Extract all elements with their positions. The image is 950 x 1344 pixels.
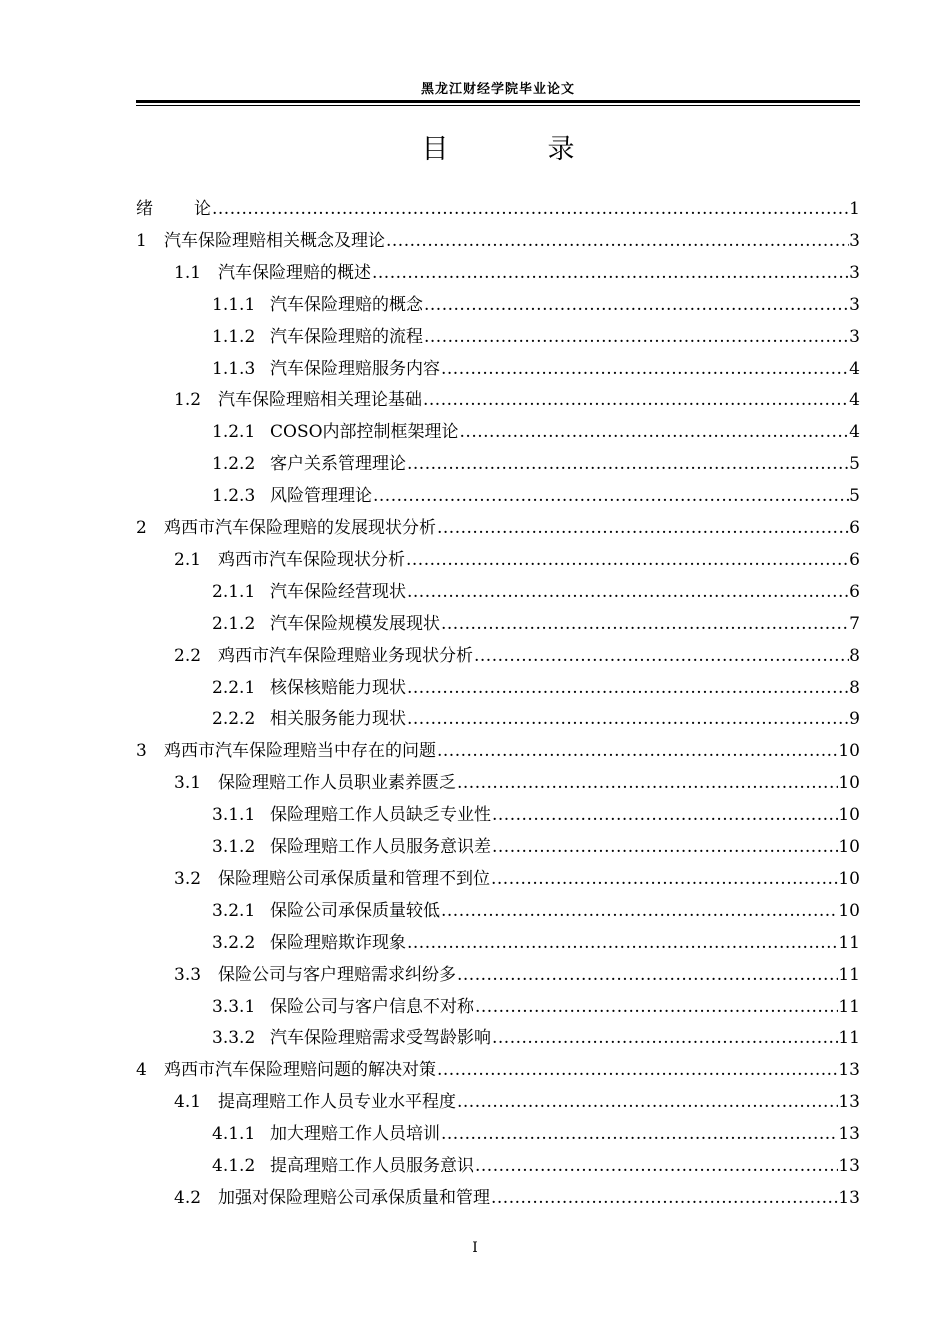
toc-entry-page: 10 <box>838 868 860 889</box>
toc-entry-label: 提高理赔工作人员服务意识 <box>270 1156 474 1176</box>
toc-entry-label: 汽车保险经营现状 <box>270 581 406 602</box>
toc-entry-label: 汽车保险理赔的概念 <box>270 294 423 315</box>
toc-entry-number: 1.1.2 <box>212 326 256 347</box>
toc-entry[interactable] <box>0 635 950 667</box>
toc-leader-dots <box>441 1123 838 1145</box>
toc-entry-page: 9 <box>849 709 860 730</box>
toc-entry-label: 鸡西市汽车保险理赔当中存在的问题 <box>164 741 436 762</box>
toc-leader-dots <box>492 836 838 858</box>
toc-leader-dots <box>491 868 838 890</box>
toc-leader-dots <box>437 1059 838 1081</box>
toc-leader-dots <box>407 677 849 699</box>
toc-leader-dots <box>407 708 849 730</box>
toc-entry-label: 保险理赔工作人员缺乏专业性 <box>270 805 491 826</box>
toc-entry-number: 3.1.1 <box>212 805 256 826</box>
toc-entry-page: 3 <box>849 230 860 251</box>
toc-entry-label: 保险理赔公司承保质量和管理不到位 <box>218 868 490 889</box>
toc-entry[interactable] <box>0 284 950 316</box>
toc-leader-dots <box>475 996 838 1018</box>
toc-entry-page: 3 <box>849 294 860 315</box>
toc-leader-dots <box>475 1155 838 1177</box>
toc-entry-number: 1.1 <box>174 262 202 283</box>
toc-entry-number: 4.1 <box>174 1092 202 1113</box>
toc-entry-page: 11 <box>838 996 860 1017</box>
toc-entry[interactable] <box>0 220 950 252</box>
toc-entry-number: 3.1.2 <box>212 837 256 857</box>
toc-entry-page: 1 <box>849 199 860 219</box>
toc-entry[interactable] <box>0 507 950 539</box>
toc-entry-label: 风险管理理论 <box>270 486 372 507</box>
toc-entry-page: 4 <box>849 358 860 379</box>
toc-entry-page: 11 <box>838 964 860 985</box>
toc-leader-dots <box>492 1027 838 1049</box>
toc-entry[interactable] <box>0 858 950 890</box>
toc-entry-number: 2.1.2 <box>212 613 256 634</box>
toc-leader-dots <box>373 485 849 507</box>
toc-entry[interactable] <box>0 379 950 411</box>
toc-entry-page: 11 <box>838 1028 860 1049</box>
toc-leader-dots <box>441 358 849 380</box>
toc-entry-page: 10 <box>838 805 860 826</box>
toc-entry-label: 加强对保险理赔公司承保质量和管理 <box>218 1187 490 1208</box>
toc-entry-number: 1.2.3 <box>212 486 256 507</box>
toc-entry-label: 鸡西市汽车保险理赔的发展现状分析 <box>164 518 436 538</box>
toc-entry-page: 3 <box>849 262 860 283</box>
toc-entry-label: 鸡西市汽车保险理赔业务现状分析 <box>218 645 473 666</box>
toc-entry-label: 提高理赔工作人员专业水平程度 <box>218 1092 456 1113</box>
toc-entry-number: 2.2 <box>174 645 202 666</box>
toc-entry-page: 13 <box>838 1060 860 1081</box>
toc-entry-label: 鸡西市汽车保险现状分析 <box>218 549 405 570</box>
toc-entry-number: 1.2.1 <box>212 422 256 443</box>
toc-entry-number: 1.1.3 <box>212 358 256 379</box>
toc-entry-label: 加大理赔工作人员培训 <box>270 1124 440 1145</box>
toc-entry-number: 4.1.2 <box>212 1156 256 1176</box>
toc-entry-page: 3 <box>849 326 860 347</box>
toc-leader-dots <box>407 932 838 954</box>
toc-entry[interactable] <box>0 316 950 348</box>
toc-entry-label: 保险公司与客户理赔需求纠纷多 <box>218 964 456 985</box>
toc-entry-label: COSO内部控制框架理论 <box>270 422 459 443</box>
toc-leader-dots <box>441 613 849 635</box>
toc-leader-dots <box>424 294 849 316</box>
toc-entry[interactable] <box>0 794 950 826</box>
toc-entry[interactable] <box>0 1113 950 1145</box>
toc-entry[interactable] <box>0 826 950 858</box>
toc-entry-number: 1.2 <box>174 390 202 411</box>
toc-entry[interactable] <box>0 188 950 220</box>
toc-entry-page: 8 <box>849 677 860 698</box>
toc-entry[interactable] <box>0 730 950 762</box>
toc-entry-label: 论 <box>194 199 211 219</box>
toc-entry[interactable] <box>0 698 950 730</box>
header-rule-thin <box>136 105 860 106</box>
toc-leader-dots <box>406 549 849 571</box>
toc-entry-page: 10 <box>838 773 860 794</box>
toc-entry-number: 3.3 <box>174 964 202 985</box>
toc-entry[interactable] <box>0 890 950 922</box>
toc-entry-page: 6 <box>849 518 860 538</box>
toc-entry[interactable] <box>0 1049 950 1081</box>
toc-entry-label: 保险理赔工作人员服务意识差 <box>270 837 491 857</box>
toc-leader-dots <box>437 740 838 762</box>
toc-entry-number: 3.2.2 <box>212 932 256 953</box>
toc-leader-dots <box>437 517 849 539</box>
toc-title: 目 录 <box>421 134 611 165</box>
toc-leader-dots <box>457 1091 838 1113</box>
toc-leader-dots <box>423 389 849 411</box>
toc-entry[interactable] <box>0 1081 950 1113</box>
toc-entry-number: 4.2 <box>174 1187 202 1208</box>
toc-entry-label: 保险公司与客户信息不对称 <box>270 996 474 1017</box>
toc-entry[interactable] <box>0 922 950 954</box>
toc-entry-number: 3.2 <box>174 868 202 889</box>
toc-entry[interactable] <box>0 443 950 475</box>
toc-entry[interactable] <box>0 603 950 635</box>
toc-entry[interactable] <box>0 1017 950 1049</box>
toc-leader-dots <box>441 900 838 922</box>
toc-entry-page: 13 <box>838 1092 860 1113</box>
toc-entry[interactable] <box>0 571 950 603</box>
toc-entry[interactable] <box>0 667 950 699</box>
toc-entry-page: 13 <box>838 1187 860 1208</box>
toc-entry[interactable] <box>0 475 950 507</box>
toc-entry-number: 3.2.1 <box>212 900 256 921</box>
toc-entry-label: 汽车保险理赔需求受驾龄影响 <box>270 1028 491 1049</box>
toc-entry-label: 保险公司承保质量较低 <box>270 900 440 921</box>
toc-leader-dots <box>424 326 849 348</box>
toc-leader-dots <box>457 772 838 794</box>
toc-entry-label: 汽车保险理赔相关理论基础 <box>218 390 422 411</box>
toc-entry-label: 客户关系管理理论 <box>270 454 406 475</box>
toc-entry-number: 4 <box>136 1060 147 1081</box>
toc-entry-page: 10 <box>838 900 860 921</box>
toc-entry-number: 3.3.1 <box>212 996 256 1017</box>
toc-entry-label: 保险理赔工作人员职业素养匮乏 <box>218 773 456 794</box>
toc-entry-page: 4 <box>849 422 860 443</box>
toc-entry-number: 1.1.1 <box>212 294 256 315</box>
toc-entry-number: 3.1 <box>174 773 202 794</box>
running-header: 黑龙江财经学院毕业论文 <box>420 82 575 97</box>
toc-entry-label: 汽车保险理赔服务内容 <box>270 358 440 379</box>
toc-entry-page: 5 <box>849 454 860 475</box>
toc-entry-number: 2.2.1 <box>212 677 256 698</box>
page-number: I <box>472 1240 478 1256</box>
toc-entry-page: 11 <box>838 932 860 953</box>
toc-entry-label: 鸡西市汽车保险理赔问题的解决对策 <box>164 1060 436 1081</box>
toc-entry-number: 2.2.2 <box>212 709 256 730</box>
toc-entry-number: 1 <box>136 230 147 251</box>
toc-entry-number: 绪 <box>136 199 153 219</box>
toc-entry-number: 3.3.2 <box>212 1028 256 1049</box>
toc-entry[interactable] <box>0 986 950 1018</box>
toc-entry-label: 汽车保险规模发展现状 <box>270 613 440 634</box>
toc-entry-page: 4 <box>849 390 860 411</box>
toc-entry-number: 3 <box>136 741 147 762</box>
toc-entry-page: 6 <box>849 549 860 570</box>
toc-entry-number: 1.2.2 <box>212 454 256 475</box>
toc-entry-label: 汽车保险理赔相关概念及理论 <box>164 230 385 251</box>
toc-leader-dots <box>407 581 849 603</box>
toc-entry-page: 10 <box>838 837 860 857</box>
toc-entry-page: 5 <box>849 486 860 507</box>
toc-entry[interactable] <box>0 954 950 986</box>
toc-entry-label: 核保核赔能力现状 <box>270 677 406 698</box>
toc-entry-page: 8 <box>849 645 860 666</box>
toc-entry-label: 相关服务能力现状 <box>270 709 406 730</box>
toc-leader-dots <box>460 421 850 443</box>
toc-entry-page: 10 <box>838 741 860 762</box>
toc-entry-number: 4.1.1 <box>212 1124 256 1145</box>
toc-leader-dots <box>407 453 849 475</box>
toc-entry[interactable] <box>0 1177 950 1209</box>
toc-entry-label: 汽车保险理赔的流程 <box>270 326 423 347</box>
toc-entry-page: 6 <box>849 581 860 602</box>
header-rule-thick <box>136 100 860 103</box>
toc-entry-page: 13 <box>838 1124 860 1145</box>
toc-entry-number: 2.1.1 <box>212 581 256 602</box>
toc-leader-dots <box>491 1187 838 1209</box>
toc-entry[interactable] <box>0 411 950 443</box>
toc-entry-page: 7 <box>849 613 860 634</box>
toc-leader-dots <box>457 964 838 986</box>
toc-entry[interactable] <box>0 1145 950 1177</box>
toc-entry-page: 13 <box>838 1156 860 1176</box>
toc-entry[interactable] <box>0 348 950 380</box>
toc-leader-dots <box>386 230 849 252</box>
toc-leader-dots <box>212 198 849 220</box>
toc-leader-dots <box>492 804 838 826</box>
toc-entry[interactable] <box>0 252 950 284</box>
toc-leader-dots <box>474 645 849 667</box>
toc-entry-number: 2.1 <box>174 549 202 570</box>
toc-entry[interactable] <box>0 539 950 571</box>
toc-entry[interactable] <box>0 762 950 794</box>
toc-entry-number: 2 <box>136 518 147 538</box>
toc-entry-label: 汽车保险理赔的概述 <box>218 262 371 283</box>
toc-entry-label: 保险理赔欺诈现象 <box>270 932 406 953</box>
toc-leader-dots <box>372 262 849 284</box>
